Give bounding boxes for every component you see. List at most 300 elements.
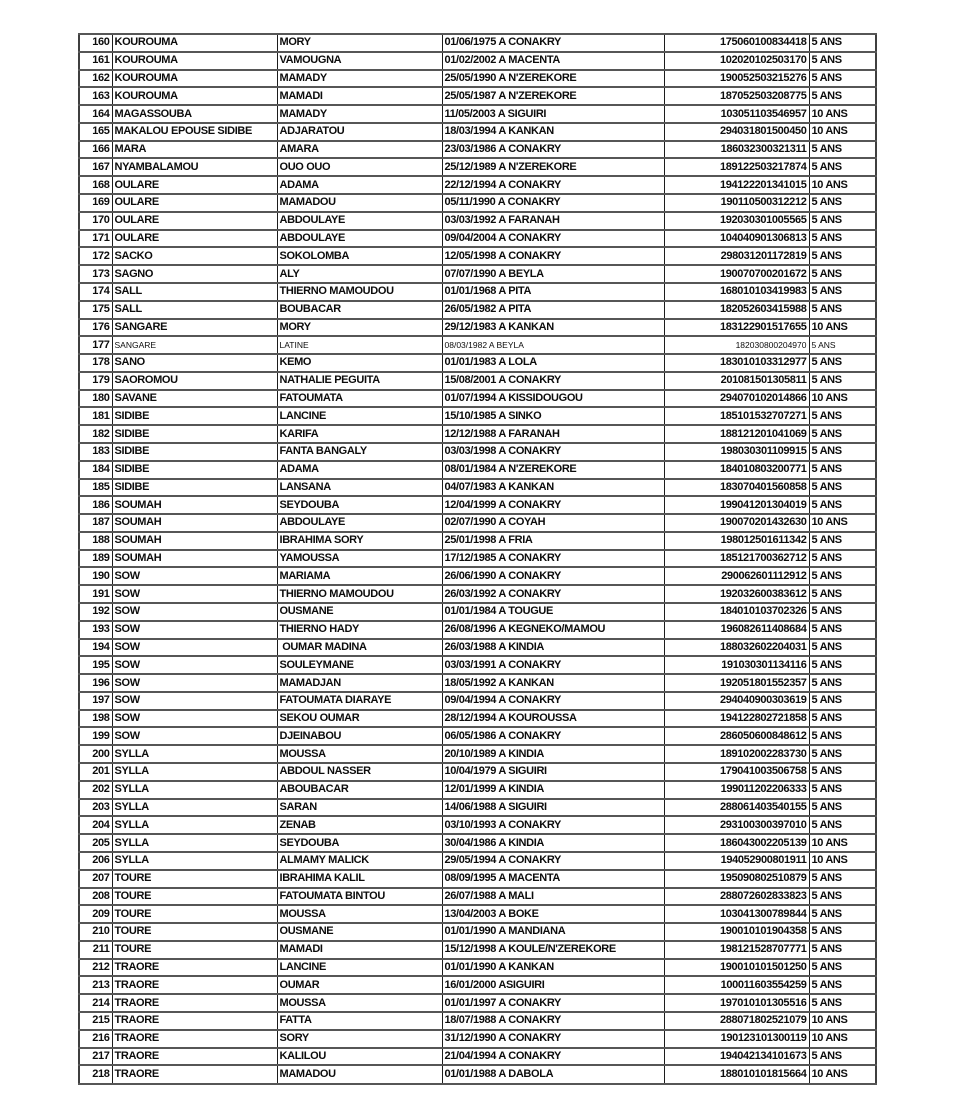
row-index-cell: 182 [79,425,112,443]
table-row [79,34,876,52]
surname-cell: SOW [112,639,277,657]
row-index-cell: 216 [79,1030,112,1048]
given-name-cell: ADJARATOU [277,123,442,141]
id-number-cell: 188121201041069 [664,425,809,443]
id-number-cell: 102020102503170 [664,52,809,70]
row-index-cell: 180 [79,390,112,408]
surname-cell: SYLLA [112,834,277,852]
row-index-cell: 170 [79,212,112,230]
id-number-cell: 184010803200771 [664,461,809,479]
given-name-cell: OUSMANE [277,923,442,941]
table-row [79,763,876,781]
table-row [79,354,876,372]
surname-cell: TRAORE [112,1012,277,1030]
birth-cell: 01/01/1990 A MANDIANA [442,923,664,941]
duration-cell: 5 ANS [809,763,876,781]
given-name-cell: FATOUMATA DIARAYE [277,692,442,710]
surname-cell: TOURE [112,905,277,923]
row-index-cell: 193 [79,621,112,639]
birth-cell: 10/04/1979 A SIGUIRI [442,763,664,781]
duration-cell: 5 ANS [809,621,876,639]
birth-cell: 25/05/1987 A N'ZEREKORE [442,87,664,105]
table-row [79,567,876,585]
id-number-cell: 288072602833823 [664,888,809,906]
given-name-cell: SOKOLOMBA [277,247,442,265]
row-index-cell: 175 [79,301,112,319]
surname-cell: SOW [112,621,277,639]
row-index-cell: 186 [79,496,112,514]
birth-cell: 12/01/1999 A KINDIA [442,781,664,799]
duration-cell: 5 ANS [809,52,876,70]
id-number-cell: 290062601112912 [664,567,809,585]
given-name-cell: KEMO [277,354,442,372]
surname-cell: SYLLA [112,816,277,834]
table-row [79,105,876,123]
surname-cell: SANO [112,354,277,372]
row-index-cell: 178 [79,354,112,372]
duration-cell: 5 ANS [809,710,876,728]
surname-cell: SIDIBE [112,425,277,443]
given-name-cell: MOUSSA [277,994,442,1012]
table-row [79,852,876,870]
birth-cell: 16/01/2000 ASIGUIRI [442,976,664,994]
duration-cell: 5 ANS [809,799,876,817]
table-row [79,319,876,337]
row-index-cell: 189 [79,550,112,568]
surname-cell: SOW [112,656,277,674]
surname-cell: TOURE [112,941,277,959]
duration-cell: 5 ANS [809,1048,876,1066]
duration-cell: 5 ANS [809,87,876,105]
row-index-cell: 174 [79,283,112,301]
surname-cell: OULARE [112,212,277,230]
birth-cell: 18/05/1992 A KANKAN [442,674,664,692]
table-row [79,1012,876,1030]
row-index-cell: 196 [79,674,112,692]
birth-cell: 05/11/1990 A CONAKRY [442,194,664,212]
id-number-cell: 194042134101673 [664,1048,809,1066]
given-name-cell: ALMAMY MALICK [277,852,442,870]
birth-cell: 01/07/1994 A KISSIDOUGOU [442,390,664,408]
table-row [79,639,876,657]
table-row [79,87,876,105]
birth-cell: 09/04/1994 A CONAKRY [442,692,664,710]
birth-cell: 26/08/1996 A KEGNEKO/MAMOU [442,621,664,639]
birth-cell: 11/05/2003 A SIGUIRI [442,105,664,123]
duration-cell: 5 ANS [809,816,876,834]
table-row [79,194,876,212]
surname-cell: SOUMAH [112,496,277,514]
duration-cell: 10 ANS [809,390,876,408]
id-number-cell: 198121528707771 [664,941,809,959]
table-row [79,1030,876,1048]
surname-cell: MAGASSOUBA [112,105,277,123]
birth-cell: 14/06/1988 A SIGUIRI [442,799,664,817]
given-name-cell: OUO OUO [277,158,442,176]
duration-cell: 5 ANS [809,639,876,657]
table-row [79,532,876,550]
given-name-cell: YAMOUSSA [277,550,442,568]
given-name-cell: MAMADY [277,70,442,88]
row-index-cell: 161 [79,52,112,70]
table-row [79,816,876,834]
birth-cell: 03/03/1998 A CONAKRY [442,443,664,461]
duration-cell: 5 ANS [809,34,876,52]
id-number-cell: 198012501611342 [664,532,809,550]
id-number-cell: 298031201172819 [664,247,809,265]
duration-cell: 5 ANS [809,976,876,994]
duration-cell: 5 ANS [809,247,876,265]
table-row [79,443,876,461]
row-index-cell: 213 [79,976,112,994]
given-name-cell: BOUBACAR [277,301,442,319]
row-index-cell: 167 [79,158,112,176]
row-index-cell: 202 [79,781,112,799]
birth-cell: 18/03/1994 A KANKAN [442,123,664,141]
given-name-cell: FATOUMATA [277,390,442,408]
id-number-cell: 100011603554259 [664,976,809,994]
table-row [79,1048,876,1066]
duration-cell: 5 ANS [809,781,876,799]
table-row [79,123,876,141]
duration-cell: 5 ANS [809,959,876,977]
id-number-cell: 194122802721858 [664,710,809,728]
table-row [79,674,876,692]
birth-cell: 21/04/1994 A CONAKRY [442,1048,664,1066]
id-number-cell: 103051103546957 [664,105,809,123]
birth-cell: 15/12/1998 A KOULE/N'ZEREKORE [442,941,664,959]
duration-cell: 5 ANS [809,265,876,283]
table-row [79,425,876,443]
surname-cell: SIDIBE [112,407,277,425]
id-number-cell: 198030301109915 [664,443,809,461]
surname-cell: SOW [112,603,277,621]
surname-cell: TOURE [112,888,277,906]
given-name-cell: THIERNO HADY [277,621,442,639]
duration-cell: 10 ANS [809,105,876,123]
table-row [79,994,876,1012]
surname-cell: TRAORE [112,1048,277,1066]
surname-cell: SAOROMOU [112,372,277,390]
id-number-cell: 201081501305811 [664,372,809,390]
birth-cell: 01/01/1990 A KANKAN [442,959,664,977]
table-row [79,603,876,621]
id-number-cell: 168010103419983 [664,283,809,301]
duration-cell: 5 ANS [809,941,876,959]
table-row [79,212,876,230]
given-name-cell: ABOUBACAR [277,781,442,799]
duration-cell: 10 ANS [809,514,876,532]
table-row [79,923,876,941]
duration-cell: 5 ANS [809,141,876,159]
duration-cell: 5 ANS [809,727,876,745]
given-name-cell: VAMOUGNA [277,52,442,70]
id-number-cell: 194052900801911 [664,852,809,870]
surname-cell: SOW [112,692,277,710]
id-number-cell: 190123101300119 [664,1030,809,1048]
id-number-cell: 179041003506758 [664,763,809,781]
id-number-cell: 183122901517655 [664,319,809,337]
table-row [79,888,876,906]
row-index-cell: 217 [79,1048,112,1066]
given-name-cell: ABDOULAYE [277,514,442,532]
id-number-cell: 293100300397010 [664,816,809,834]
table-row [79,1065,876,1084]
surname-cell: SANGARE [112,319,277,337]
duration-cell: 5 ANS [809,692,876,710]
given-name-cell: ZENAB [277,816,442,834]
birth-cell: 03/10/1993 A CONAKRY [442,816,664,834]
id-number-cell: 288061403540155 [664,799,809,817]
row-index-cell: 162 [79,70,112,88]
row-index-cell: 209 [79,905,112,923]
birth-cell: 26/03/1992 A CONAKRY [442,585,664,603]
row-index-cell: 205 [79,834,112,852]
given-name-cell: LATINE [277,336,442,354]
given-name-cell: KARIFA [277,425,442,443]
table-row [79,727,876,745]
given-name-cell: ABDOUL NASSER [277,763,442,781]
row-index-cell: 203 [79,799,112,817]
surname-cell: OULARE [112,230,277,248]
given-name-cell: SEKOU OUMAR [277,710,442,728]
given-name-cell: LANCINE [277,959,442,977]
table-row [79,976,876,994]
birth-cell: 25/01/1998 A FRIA [442,532,664,550]
id-number-cell: 191030301134116 [664,656,809,674]
row-index-cell: 187 [79,514,112,532]
row-index-cell: 194 [79,639,112,657]
id-number-cell: 195090802510879 [664,870,809,888]
surname-cell: SAVANE [112,390,277,408]
duration-cell: 5 ANS [809,158,876,176]
given-name-cell: IBRAHIMA SORY [277,532,442,550]
table-row [79,461,876,479]
id-number-cell: 199041201304019 [664,496,809,514]
id-number-cell: 186043002205139 [664,834,809,852]
table-row [79,407,876,425]
given-name-cell: LANSANA [277,479,442,497]
surname-cell: SOW [112,567,277,585]
table-row [79,336,876,354]
id-number-cell: 192030301005565 [664,212,809,230]
id-number-cell: 189102002283730 [664,745,809,763]
table-row [79,390,876,408]
table-row [79,710,876,728]
given-name-cell: ALY [277,265,442,283]
duration-cell: 5 ANS [809,461,876,479]
duration-cell: 5 ANS [809,70,876,88]
table-row [79,496,876,514]
table-row [79,621,876,639]
id-number-cell: 190070201432630 [664,514,809,532]
surname-cell: TRAORE [112,976,277,994]
duration-cell: 5 ANS [809,567,876,585]
surname-cell: TRAORE [112,1030,277,1048]
table-row [79,870,876,888]
given-name-cell: ADAMA [277,461,442,479]
id-number-cell: 188010101815664 [664,1065,809,1084]
table-row [79,176,876,194]
id-number-cell: 186032300321311 [664,141,809,159]
row-index-cell: 208 [79,888,112,906]
birth-cell: 26/06/1990 A CONAKRY [442,567,664,585]
table-row [79,52,876,70]
birth-cell: 08/09/1995 A MACENTA [442,870,664,888]
row-index-cell: 206 [79,852,112,870]
given-name-cell: LANCINE [277,407,442,425]
id-number-cell: 175060100834418 [664,34,809,52]
row-index-cell: 195 [79,656,112,674]
duration-cell: 5 ANS [809,425,876,443]
given-name-cell: IBRAHIMA KALIL [277,870,442,888]
surname-cell: SOUMAH [112,550,277,568]
given-name-cell: ADAMA [277,176,442,194]
table-row [79,905,876,923]
id-number-cell: 199011202206333 [664,781,809,799]
given-name-cell: OUSMANE [277,603,442,621]
id-number-cell: 194122201341015 [664,176,809,194]
table-row [79,141,876,159]
given-name-cell: ABDOULAYE [277,212,442,230]
row-index-cell: 173 [79,265,112,283]
surname-cell: MAKALOU EPOUSE SIDIBE [112,123,277,141]
given-name-cell: SEYDOUBA [277,834,442,852]
birth-cell: 12/05/1998 A CONAKRY [442,247,664,265]
given-name-cell: MAMADJAN [277,674,442,692]
birth-cell: 01/01/1983 A LOLA [442,354,664,372]
row-index-cell: 176 [79,319,112,337]
surname-cell: SANGARE [112,336,277,354]
birth-cell: 08/03/1982 A BEYLA [442,336,664,354]
surname-cell: TOURE [112,923,277,941]
id-number-cell: 185101532707271 [664,407,809,425]
duration-cell: 5 ANS [809,585,876,603]
duration-cell: 5 ANS [809,994,876,1012]
duration-cell: 5 ANS [809,656,876,674]
birth-cell: 09/04/2004 A CONAKRY [442,230,664,248]
duration-cell: 10 ANS [809,852,876,870]
given-name-cell: MARIAMA [277,567,442,585]
given-name-cell: MORY [277,319,442,337]
table-row [79,834,876,852]
surname-cell: SIDIBE [112,443,277,461]
surname-cell: SOW [112,585,277,603]
given-name-cell: FATOUMATA BINTOU [277,888,442,906]
row-index-cell: 183 [79,443,112,461]
table-row [79,781,876,799]
surname-cell: KOUROUMA [112,87,277,105]
birth-cell: 15/10/1985 A SINKO [442,407,664,425]
row-index-cell: 188 [79,532,112,550]
id-number-cell: 187052503208775 [664,87,809,105]
duration-cell: 10 ANS [809,1065,876,1084]
birth-cell: 03/03/1991 A CONAKRY [442,656,664,674]
duration-cell: 5 ANS [809,301,876,319]
row-index-cell: 218 [79,1065,112,1084]
row-index-cell: 190 [79,567,112,585]
row-index-cell: 215 [79,1012,112,1030]
row-index-cell: 192 [79,603,112,621]
surname-cell: TOURE [112,870,277,888]
id-number-cell: 183070401560858 [664,479,809,497]
surname-cell: SYLLA [112,745,277,763]
surname-cell: KOUROUMA [112,34,277,52]
row-index-cell: 171 [79,230,112,248]
birth-cell: 15/08/2001 A CONAKRY [442,372,664,390]
birth-cell: 01/01/1968 A PITA [442,283,664,301]
id-number-cell: 294070102014866 [664,390,809,408]
birth-cell: 06/05/1986 A CONAKRY [442,727,664,745]
birth-cell: 26/07/1988 A MALI [442,888,664,906]
table-row [79,745,876,763]
birth-cell: 12/12/1988 A FARANAH [442,425,664,443]
birth-cell: 04/07/1983 A KANKAN [442,479,664,497]
row-index-cell: 185 [79,479,112,497]
surname-cell: SOW [112,727,277,745]
birth-cell: 01/01/1984 A TOUGUE [442,603,664,621]
surname-cell: SYLLA [112,781,277,799]
surname-cell: TRAORE [112,959,277,977]
birth-cell: 08/01/1984 A N'ZEREKORE [442,461,664,479]
birth-cell: 07/07/1990 A BEYLA [442,265,664,283]
surname-cell: SALL [112,301,277,319]
id-number-cell: 184010103702326 [664,603,809,621]
duration-cell: 5 ANS [809,407,876,425]
birth-cell: 01/01/1988 A DABOLA [442,1065,664,1084]
id-number-cell: 104040901306813 [664,230,809,248]
duration-cell: 5 ANS [809,532,876,550]
given-name-cell: DJEINABOU [277,727,442,745]
row-index-cell: 200 [79,745,112,763]
table-row [79,158,876,176]
records-table-body [79,34,876,1084]
birth-cell: 23/03/1986 A CONAKRY [442,141,664,159]
birth-cell: 01/06/1975 A CONAKRY [442,34,664,52]
row-index-cell: 172 [79,247,112,265]
given-name-cell: NATHALIE PEGUITA [277,372,442,390]
id-number-cell: 192032600383612 [664,585,809,603]
surname-cell: SOW [112,710,277,728]
birth-cell: 01/02/2002 A MACENTA [442,52,664,70]
birth-cell: 28/12/1994 A KOUROUSSA [442,710,664,728]
duration-cell: 5 ANS [809,496,876,514]
given-name-cell: ABDOULAYE [277,230,442,248]
given-name-cell: FATTA [277,1012,442,1030]
birth-cell: 01/01/1997 A CONAKRY [442,994,664,1012]
id-number-cell: 294040900303619 [664,692,809,710]
table-row [79,514,876,532]
table-row [79,265,876,283]
surname-cell: TRAORE [112,994,277,1012]
id-number-cell: 182030800204970 [664,336,809,354]
birth-cell: 17/12/1985 A CONAKRY [442,550,664,568]
given-name-cell: AMARA [277,141,442,159]
duration-cell: 5 ANS [809,745,876,763]
table-row [79,656,876,674]
id-number-cell: 192051801552357 [664,674,809,692]
row-index-cell: 165 [79,123,112,141]
birth-cell: 12/04/1999 A CONAKRY [442,496,664,514]
given-name-cell: SOULEYMANE [277,656,442,674]
row-index-cell: 179 [79,372,112,390]
duration-cell: 5 ANS [809,194,876,212]
row-index-cell: 184 [79,461,112,479]
birth-cell: 25/12/1989 A N'ZEREKORE [442,158,664,176]
row-index-cell: 191 [79,585,112,603]
given-name-cell: THIERNO MAMOUDOU [277,283,442,301]
row-index-cell: 199 [79,727,112,745]
